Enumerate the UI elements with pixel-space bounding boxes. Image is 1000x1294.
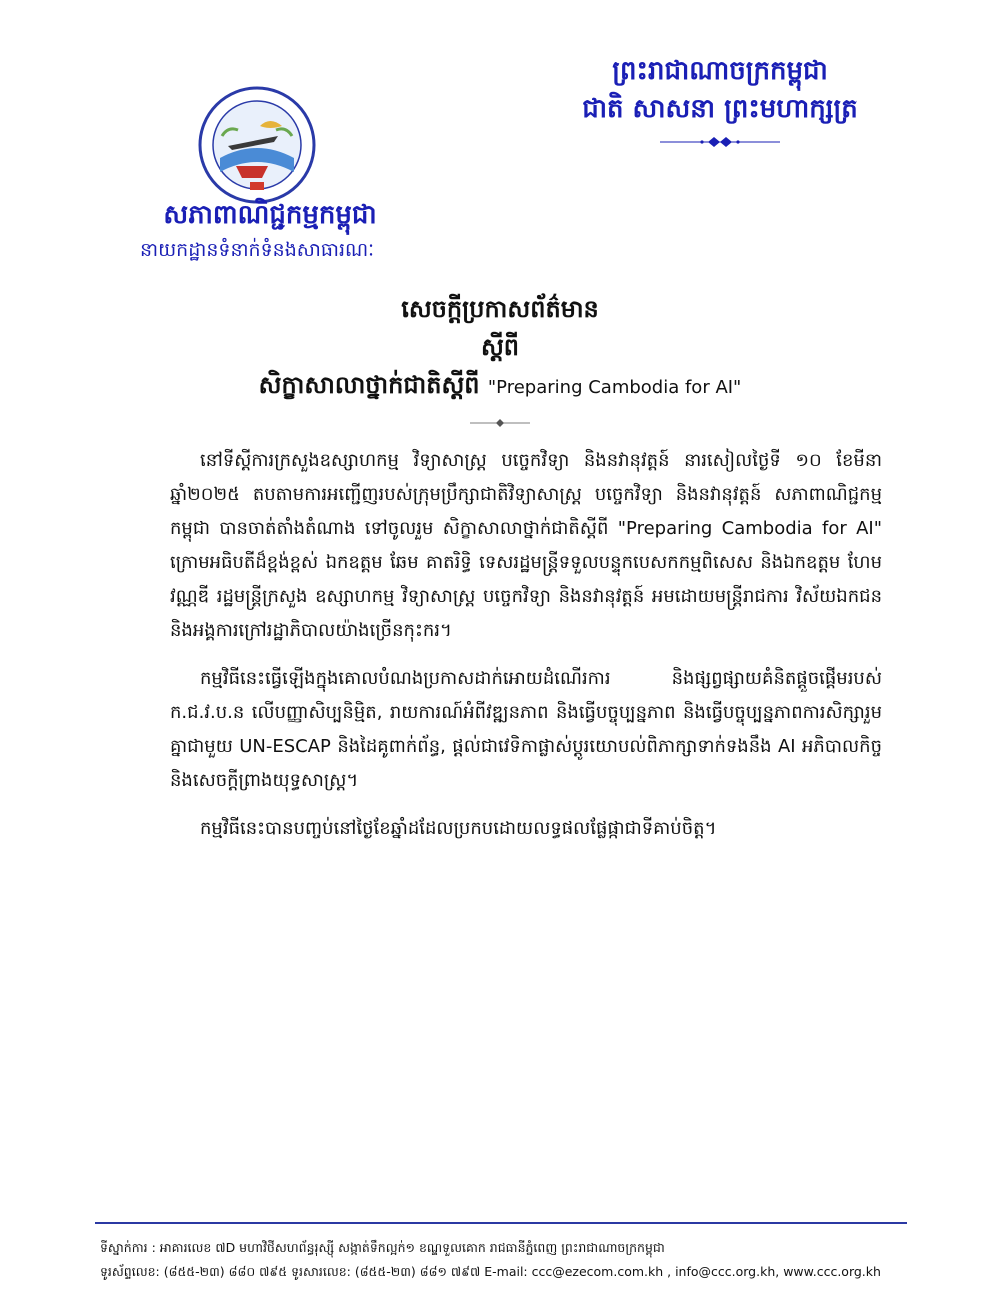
title-line-3-english: "Preparing Cambodia for AI" [487, 377, 742, 398]
footer-address: ទីស្នាក់ការ : អាគារលេខ ៧D មហាវិថីសហព័ន្ធរុស្ស៊ី សង្កាត់ទឹកល្អក់១ ខណ្ឌទួលគោក រាជធានីភ្នំពេញ ព្រះរាជាណាចក្រកម្ពុជា [100, 1240, 665, 1255]
title-divider-icon [470, 418, 530, 428]
footer-divider [95, 1222, 907, 1224]
footer-contact: ទូរស័ព្ទលេខ: (៨៥៥-២៣) ៨៨០ ៧៩៥ ទូរសារលេខ: (៨៥៥-២៣) ៨៨១ ៧៩៧ E-mail: ccc@ezecom.com.kh , info@ccc.org.kh, www.ccc.org.kh [100, 1264, 881, 1279]
kingdom-motto [570, 52, 870, 148]
body-paragraph-1: នៅទីស្តីការក្រសួងឧស្សាហកម្ម វិទ្យាសាស្ត្រ បច្ចេកវិទ្យា និងនវានុវត្តន៍ នារសៀលថ្ងៃទី ១០ ខែមីនា ឆ្នាំ២០២៥ តបតាមការអញ្ជើញរបស់ក្រុមប្រឹក្សាជាតិវិទ្យាសាស្ត្រ បច្ចេកវិទ្យា និងនវានុវត្តន៍ សភាពាណិជ្ជកម្មកម្ពុជា បានចាត់តាំងតំណាង ទៅចូលរួម សិក្ខាសាលាថ្នាក់ជាតិស្តីពី "Preparing Cambodia for AI" ក្រោមអធិបតីដ៏ខ្ពង់ខ្ពស់ ឯកឧត្តម ឆែម គាតរិទ្ធិ ទេសរដ្ឋមន្ត្រីទទួលបន្ទុកបេសកកម្មពិសេស និងឯកឧត្តម ហែម វណ្ណឌី រដ្ឋមន្ត្រីក្រសួង ឧស្សាហកម្ម វិទ្យាសាស្ត្រ បច្ចេកវិទ្យា និងនវានុវត្តន៍ អមដោយមន្ត្រីរាជការ វិស័យឯកជន និងអង្គការក្រៅរដ្ឋាភិបាលយ៉ាងច្រើនកុះករ។ [170, 450, 882, 641]
document-title [0, 290, 1000, 407]
body-paragraph-2: កម្មវិធីនេះធ្វើឡើងក្នុងគោលបំណងប្រកាសដាក់អោយដំណើរការ និងផ្សព្វផ្សាយគំនិតផ្តួចផ្តើមរបស់ ក.ជ.វ.ប.ន លើបញ្ញាសិប្បនិម្មិត, រាយការណ៍អំពីវឌ្ឍនភាព និងធ្វើបច្ចុប្បន្នភាព និងធ្វើបច្ចុប្បន្នភាពការសិក្សារួមគ្នាជាមួយ UN-ESCAP និងដៃគូពាក់ព័ន្ធ, ផ្តល់ជាវេទិកាផ្លាស់ប្តូរយោបល់ពិភាក្សាទាក់ទងនឹង AI អភិបាលកិច្ច និងសេចក្តីព្រាងយុទ្ធសាស្ត្រ។ [170, 668, 882, 791]
title-line-2: ស្តីពី [480, 333, 520, 361]
title-line-1: សេចក្តីប្រកាសព័ត៌មាន [401, 295, 599, 323]
footer [100, 1236, 910, 1284]
ornament-divider-icon [660, 136, 780, 148]
press-release-body [170, 444, 882, 860]
organization-name: សភាពាណិជ្ជកម្មកម្ពុជា [163, 200, 377, 230]
chamber-logo-icon [198, 86, 316, 204]
title-line-3-khmer: សិក្ខាសាលាថ្នាក់ជាតិស្តីពី [258, 371, 480, 399]
title-line-3 [0, 366, 1000, 407]
department-name: នាយកដ្ឋានទំនាក់ទំនងសាធារណៈ [140, 239, 375, 261]
body-paragraph-3: កម្មវិធីនេះបានបញ្ចប់នៅថ្ងៃខែឆ្នាំដដែលប្រកបដោយលទ្ធផលផ្លែផ្កាជាទីគាប់ចិត្ត។ [200, 818, 717, 839]
kingdom-line-1: ព្រះរាជាណាចក្រកម្ពុជា [612, 56, 828, 86]
kingdom-line-2: ជាតិ សាសនា ព្រះមហាក្សត្រ [582, 94, 858, 124]
